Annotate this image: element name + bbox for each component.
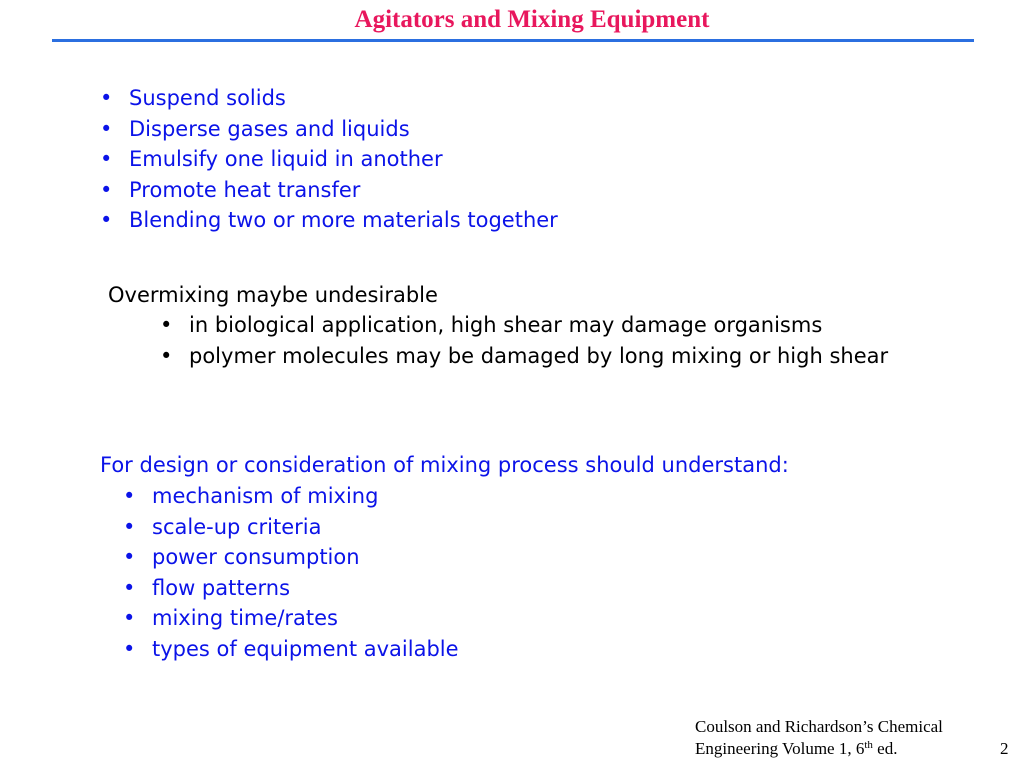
bullet-icon: • [123, 545, 136, 569]
list-item [100, 114, 558, 145]
citation-footer [695, 716, 943, 760]
bullet-icon: • [100, 208, 113, 232]
citation-suffix: ed. [872, 739, 898, 758]
overmixing-heading: Overmixing maybe undesirable [108, 283, 438, 307]
bullet-icon: • [100, 147, 113, 171]
list-item [100, 205, 558, 236]
list-item-text: Suspend solids [129, 86, 286, 110]
list-item [123, 573, 459, 604]
title-underline [52, 39, 974, 42]
bullet-icon: • [100, 177, 113, 202]
list-item-text: flow patterns [152, 575, 291, 600]
design-heading: For design or consideration of mixing process should understand: [100, 453, 789, 477]
list-item-text: polymer molecules may be damaged by long mixing or high shear [189, 343, 889, 368]
list-item-text: Disperse gases and liquids [129, 116, 410, 141]
list-item-text: types of equipment available [152, 636, 459, 661]
bullet-icon: • [123, 636, 136, 661]
list-item-text: mechanism of mixing [152, 484, 379, 508]
list-item-text: Emulsify one liquid in another [129, 147, 443, 171]
list-item [100, 144, 558, 175]
design-list [123, 481, 459, 664]
citation-line-2 [695, 738, 943, 760]
bullet-icon: • [100, 86, 113, 110]
list-item [100, 175, 558, 206]
list-item [123, 542, 459, 573]
list-item-text: scale-up criteria [152, 514, 322, 539]
list-item [160, 341, 888, 372]
bullet-icon: • [123, 606, 136, 630]
list-item-text: power consumption [152, 545, 360, 569]
citation-line-1: Coulson and Richardson’s Chemical [695, 717, 943, 736]
bullet-icon: • [160, 313, 173, 337]
list-item [160, 310, 888, 341]
bullet-icon: • [100, 116, 113, 141]
list-item [123, 512, 459, 543]
uses-list [100, 83, 558, 236]
slide-title: Agitators and Mixing Equipment [354, 6, 710, 33]
list-item [100, 83, 558, 114]
list-item-text: in biological application, high shear may damage organisms [189, 313, 823, 337]
citation-text: Engineering Volume 1, 6 [695, 739, 865, 758]
page-number: 2 [1000, 739, 1009, 758]
overmixing-list [160, 310, 888, 371]
bullet-icon: • [160, 343, 173, 368]
list-item [123, 481, 459, 512]
list-item [123, 634, 459, 665]
bullet-icon: • [123, 514, 136, 539]
citation-superscript: th [864, 739, 873, 751]
bullet-icon: • [123, 575, 136, 600]
list-item-text: mixing time/rates [152, 606, 338, 630]
list-item [123, 603, 459, 634]
bullet-icon: • [123, 484, 136, 508]
list-item-text: Blending two or more materials together [129, 208, 558, 232]
list-item-text: Promote heat transfer [129, 177, 361, 202]
